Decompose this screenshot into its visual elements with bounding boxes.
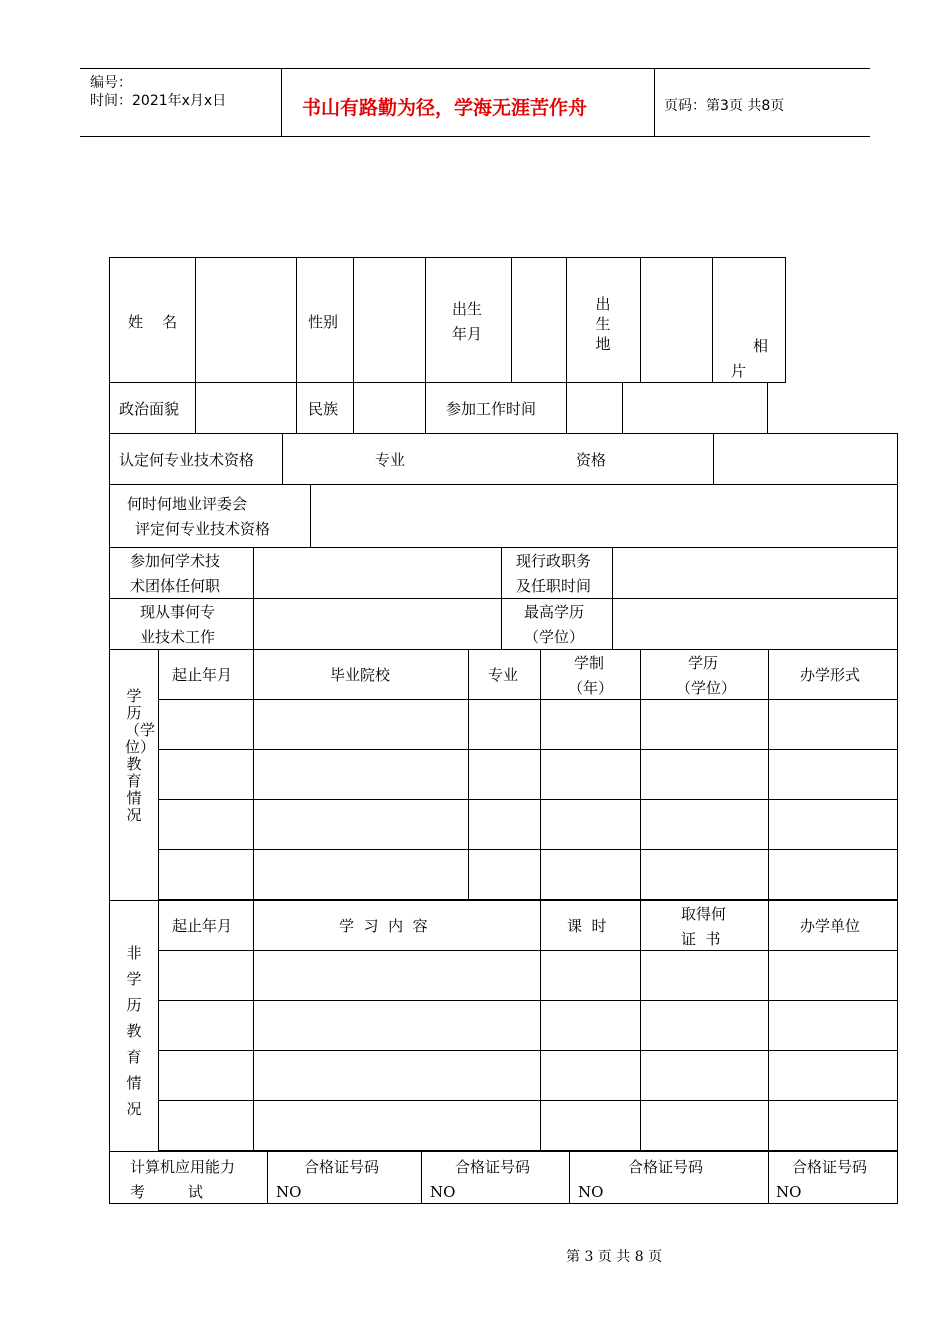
edu-row-1-cell-1[interactable] — [158, 699, 254, 750]
page-code: 页码：第3页 共8页 — [664, 98, 785, 114]
nonedu-row-1-cell-4[interactable] — [640, 950, 769, 1001]
nonedu-side-label: 非学历教育情况 — [126, 944, 142, 1118]
nonedu-cert-label-2: 证 书 — [681, 930, 721, 948]
current-work-label-1: 现从事何专 — [140, 603, 216, 621]
work-start-label: 参加工作时间 — [446, 400, 537, 418]
nonedu-row-2-cell-5[interactable] — [768, 1000, 898, 1051]
highest-degree-value-cell[interactable] — [612, 598, 898, 650]
edu-row-3-cell-3[interactable] — [468, 799, 541, 850]
edu-row-4-cell-5[interactable] — [640, 849, 769, 900]
edu-row-2-cell-4[interactable] — [540, 749, 641, 800]
edu-row-4-cell-4[interactable] — [540, 849, 641, 900]
edu-row-3-cell-1[interactable] — [158, 799, 254, 850]
edu-row-3-cell-5[interactable] — [640, 799, 769, 850]
birth-label-2: 年月 — [452, 325, 483, 343]
association-label-2: 术团体任何职 — [130, 577, 221, 595]
edu-row-2-cell-1[interactable] — [158, 749, 254, 800]
header-top-rule — [80, 68, 870, 69]
edu-row-4-cell-2[interactable] — [253, 849, 469, 900]
nonedu-row-4-cell-5[interactable] — [768, 1100, 898, 1151]
no-label-1: NO — [276, 1183, 302, 1201]
current-work-value-cell[interactable] — [253, 598, 502, 650]
time-label: 时间：2021年x月x日 — [90, 93, 227, 109]
cert-label-2: 合格证号码 — [455, 1158, 531, 1176]
edu-degree-label-1: 学历 — [688, 654, 719, 672]
evaluated-value-cell[interactable] — [310, 484, 898, 548]
edu-school-label: 毕业院校 — [330, 666, 391, 684]
nonedu-row-3-cell-1[interactable] — [158, 1050, 254, 1101]
nonedu-cert-label-1: 取得何 — [681, 905, 727, 923]
work-start-value-cell-2[interactable] — [622, 382, 768, 434]
edu-length-label-1: 学制 — [574, 654, 605, 672]
political-value-cell[interactable] — [195, 382, 297, 434]
edu-mode-label: 办学形式 — [800, 666, 861, 684]
nonedu-row-4-cell-3[interactable] — [540, 1100, 641, 1151]
edu-row-1-cell-3[interactable] — [468, 699, 541, 750]
birth-label-1: 出生 — [452, 300, 483, 318]
nonedu-period-label: 起止年月 — [172, 917, 233, 935]
recognized-title-extra-cell[interactable] — [713, 433, 898, 485]
edu-row-2-cell-5[interactable] — [640, 749, 769, 800]
nonedu-row-2-cell-2[interactable] — [253, 1000, 541, 1051]
motto: 书山有路勤为径，学海无涯苦作舟 — [302, 97, 588, 119]
edu-row-2-cell-3[interactable] — [468, 749, 541, 800]
ethnicity-label: 民族 — [308, 400, 339, 418]
birthplace-label: 出 生 地 — [595, 295, 611, 353]
edu-row-1-cell-6[interactable] — [768, 699, 898, 750]
photo-label-1: 相 — [753, 337, 769, 355]
highest-degree-label-1: 最高学历 — [524, 603, 585, 621]
admin-post-value-cell[interactable] — [612, 547, 898, 599]
birthplace-value-cell[interactable] — [640, 257, 713, 383]
evaluated-label-1: 何时何地业评委会 — [127, 495, 248, 513]
recognized-title-value-cell[interactable] — [282, 433, 714, 485]
no-label-4: NO — [776, 1183, 802, 1201]
nonedu-row-4-cell-4[interactable] — [640, 1100, 769, 1151]
edu-degree-label-2: （学位） — [676, 679, 737, 697]
edu-row-1-cell-5[interactable] — [640, 699, 769, 750]
nonedu-row-3-cell-4[interactable] — [640, 1050, 769, 1101]
admin-post-label-1: 现行政职务 — [516, 552, 592, 570]
photo-cell[interactable] — [712, 257, 786, 383]
association-value-cell[interactable] — [253, 547, 502, 599]
edu-side-label: 学历（学位）教育情况 — [125, 687, 156, 824]
birth-value-cell[interactable] — [511, 257, 567, 383]
political-label: 政治面貌 — [119, 400, 180, 418]
edu-row-3-cell-4[interactable] — [540, 799, 641, 850]
edu-row-4-cell-1[interactable] — [158, 849, 254, 900]
footer-page-number: 第 3 页 共 8 页 — [566, 1249, 663, 1265]
edu-row-4-cell-3[interactable] — [468, 849, 541, 900]
computer-label-1: 计算机应用能力 — [130, 1158, 236, 1176]
edu-row-1-cell-4[interactable] — [540, 699, 641, 750]
nonedu-row-4-cell-2[interactable] — [253, 1100, 541, 1151]
nonedu-row-3-cell-2[interactable] — [253, 1050, 541, 1101]
current-work-label-2: 业技术工作 — [140, 628, 216, 646]
nonedu-row-1-cell-5[interactable] — [768, 950, 898, 1001]
gender-label: 性别 — [308, 313, 339, 331]
qualification-label: 资格 — [576, 451, 607, 469]
evaluated-label-2: 评定何专业技术资格 — [135, 520, 271, 538]
computer-label-2: 考 试 — [130, 1183, 203, 1201]
gender-value-cell[interactable] — [353, 257, 426, 383]
nonedu-row-3-cell-5[interactable] — [768, 1050, 898, 1101]
photo-label-2: 片 — [731, 362, 747, 380]
cert-label-4: 合格证号码 — [792, 1158, 868, 1176]
edu-length-label-2: （年） — [568, 679, 614, 697]
header-bottom-rule — [80, 136, 870, 137]
no-label-2: NO — [430, 1183, 456, 1201]
major-label: 专业 — [375, 451, 406, 469]
nonedu-row-2-cell-3[interactable] — [540, 1000, 641, 1051]
edu-major-label: 专业 — [488, 666, 519, 684]
cert-label-3: 合格证号码 — [628, 1158, 704, 1176]
edu-row-4-cell-6[interactable] — [768, 849, 898, 900]
edu-row-2-cell-2[interactable] — [253, 749, 469, 800]
nonedu-row-1-cell-2[interactable] — [253, 950, 541, 1001]
edu-row-2-cell-6[interactable] — [768, 749, 898, 800]
header-divider-right — [654, 68, 655, 136]
cert-label-1: 合格证号码 — [304, 1158, 380, 1176]
edu-row-1-cell-2[interactable] — [253, 699, 469, 750]
nonedu-row-2-cell-4[interactable] — [640, 1000, 769, 1051]
nonedu-row-2-cell-1[interactable] — [158, 1000, 254, 1051]
number-label: 编号： — [90, 75, 132, 91]
nonedu-content-label: 学 习 内 容 — [339, 917, 428, 935]
nonedu-organizer-label: 办学单位 — [800, 917, 861, 935]
nonedu-row-3-cell-3[interactable] — [540, 1050, 641, 1101]
work-start-value-cell-1[interactable] — [566, 382, 623, 434]
name-label: 姓 名 — [128, 313, 178, 331]
ethnicity-value-cell[interactable] — [353, 382, 426, 434]
edu-row-3-cell-2[interactable] — [253, 799, 469, 850]
header-divider-left — [281, 68, 282, 136]
edu-period-label: 起止年月 — [172, 666, 233, 684]
highest-degree-label-2: （学位） — [524, 628, 585, 646]
recognized-title-label: 认定何专业技术资格 — [119, 451, 255, 469]
name-value-cell[interactable] — [195, 257, 297, 383]
edu-row-3-cell-6[interactable] — [768, 799, 898, 850]
admin-post-label-2: 及任职时间 — [516, 577, 592, 595]
nonedu-row-4-cell-1[interactable] — [158, 1100, 254, 1151]
nonedu-row-1-cell-1[interactable] — [158, 950, 254, 1001]
no-label-3: NO — [578, 1183, 604, 1201]
nonedu-row-1-cell-3[interactable] — [540, 950, 641, 1001]
nonedu-hours-label: 课 时 — [567, 917, 607, 935]
association-label-1: 参加何学术技 — [130, 552, 221, 570]
